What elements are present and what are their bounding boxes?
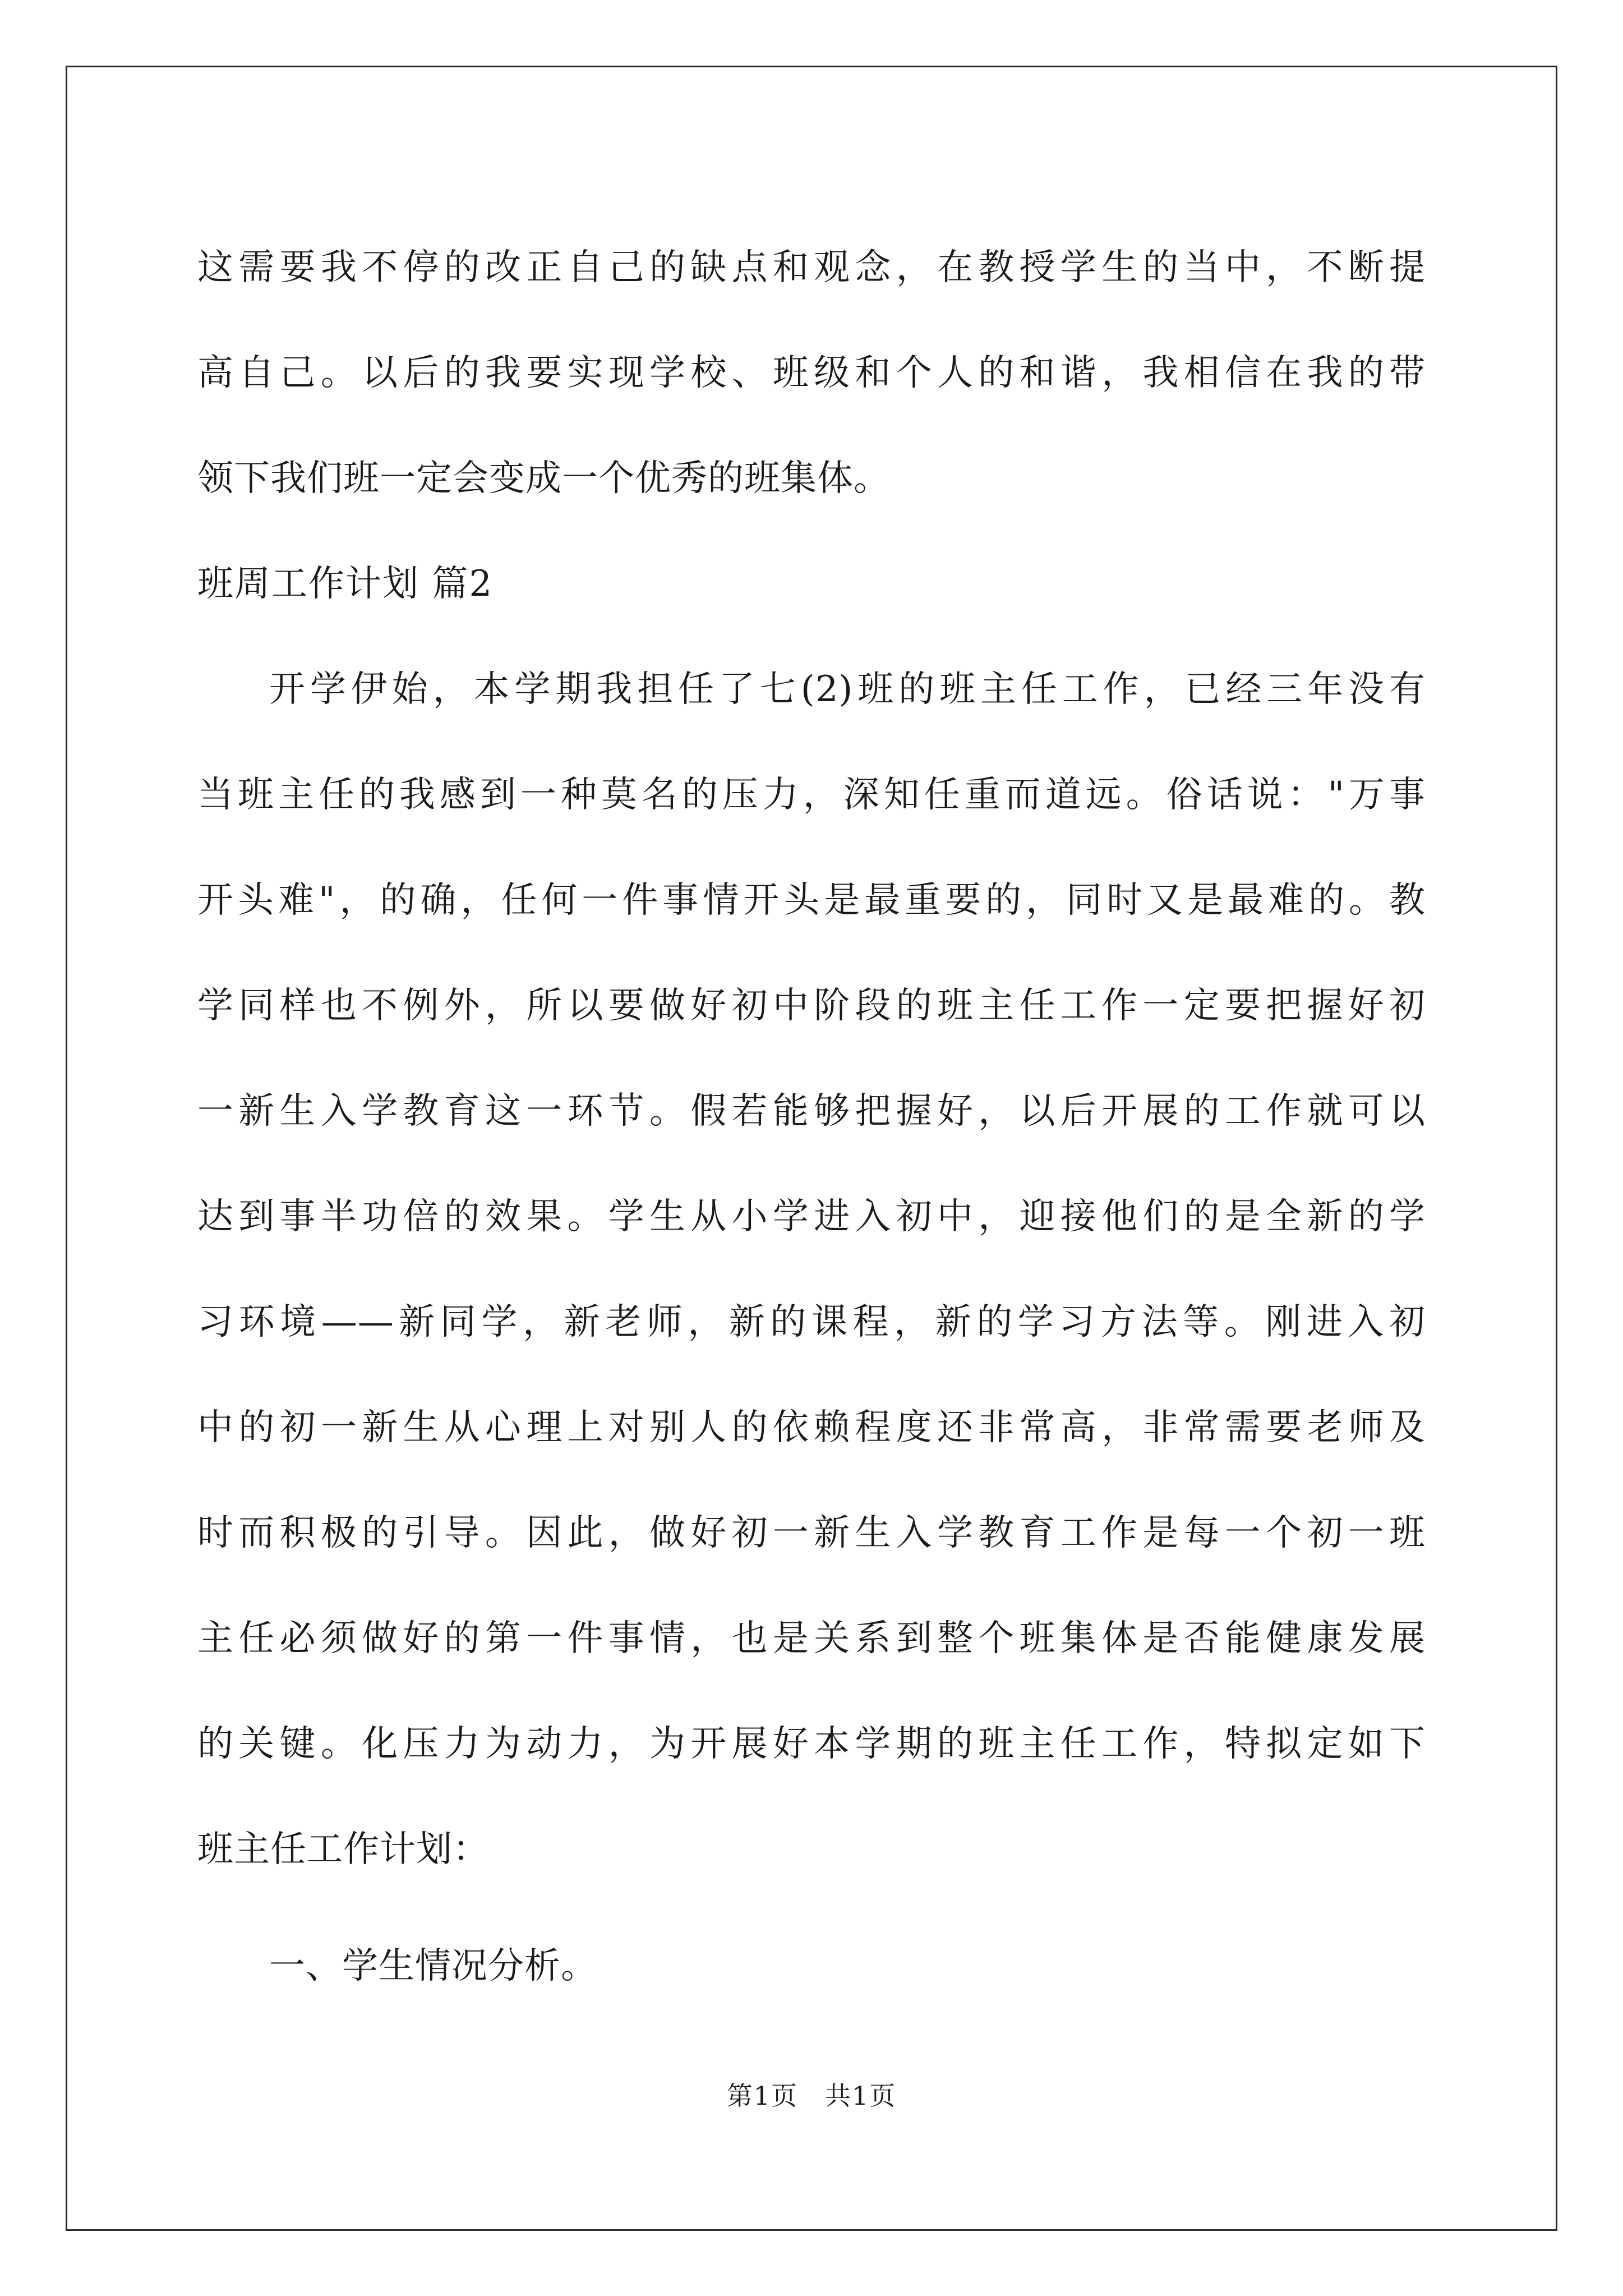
section-subheading: 一、学生情况分析。 [269,1945,597,1987]
text-line: 习环境——新同学，新老师，新的课程，新的学习方法等。刚进入初 [197,1301,1426,1343]
text-line: 一新生入学教育这一环节。假若能够把握好，以后开展的工作就可以 [197,1091,1426,1132]
text-line: 高自己。以后的我要实现学校、班级和个人的和谐，我相信在我的带 [197,352,1426,394]
text-line: 领下我们班一定会变成一个优秀的班集体。 [197,458,890,499]
text-line: 时而积极的引导。因此，做好初一新生入学教育工作是每一个初一班 [197,1512,1426,1554]
section-heading: 班周工作计划 篇2 [197,563,494,605]
text-line: 的关键。化压力为动力，为开展好本学期的班主任工作，特拟定如下 [197,1723,1426,1765]
text-line: 班主任工作计划： [197,1829,489,1870]
text-line: 主任必须做好的第一件事情，也是关系到整个班集体是否能健康发展 [197,1618,1426,1659]
text-line: 学同样也不例外，所以要做好初中阶段的班主任工作一定要把握好初 [197,985,1426,1027]
text-line: 中的初一新生从心理上对别人的依赖程度还非常高，非常需要老师及 [197,1407,1426,1448]
text-line: 当班主任的我感到一种莫名的压力，深知任重而道远。俗话说："万事 [197,774,1426,816]
page-number: 第1页 共1页 [726,2081,897,2111]
text-line: 开头难"，的确，任何一件事情开头是最重要的，同时又是最难的。教 [197,880,1426,921]
text-line: 开学伊始，本学期我担任了七(2)班的班主任工作，已经三年没有 [269,669,1426,710]
text-line: 这需要我不停的改正自己的缺点和观念，在教授学生的当中，不断提 [197,247,1426,288]
text-line: 达到事半功倍的效果。学生从小学进入初中，迎接他们的是全新的学 [197,1196,1426,1237]
document-body [197,215,1426,2019]
